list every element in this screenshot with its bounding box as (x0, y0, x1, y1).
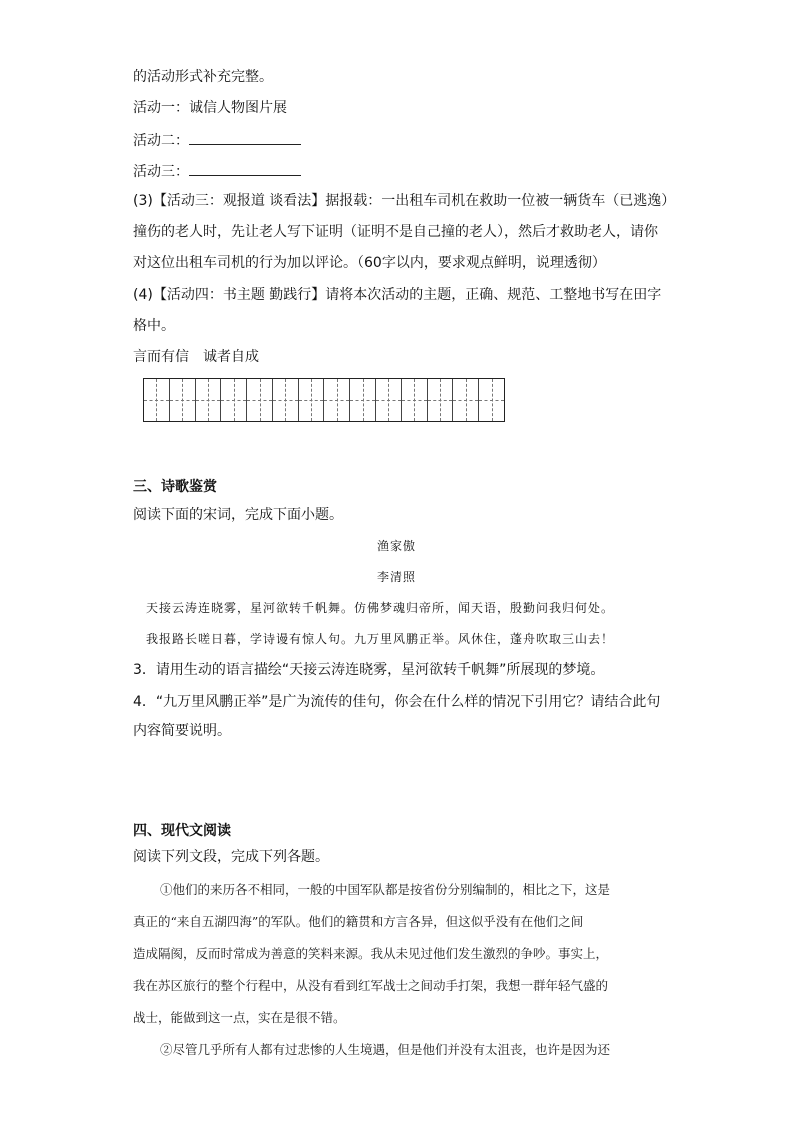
question-3-line: 对这位出租车司机的行为加以评论。（60字以内，要求观点鲜明，说理透彻） (133, 255, 606, 271)
grid-cell[interactable] (428, 379, 454, 421)
activity-two (133, 130, 301, 150)
activity-one: 活动一：诚信人物图片展 (133, 100, 287, 116)
tianzige-grid[interactable] (143, 378, 505, 422)
grid-cell[interactable] (273, 379, 299, 421)
activity-three (133, 161, 301, 181)
paragraph-line: 造成隔阂，反而时常成为善意的笑料来源。我从未见过他们发生激烈的争吵。事实上， (133, 946, 609, 961)
grid-cell[interactable] (402, 379, 428, 421)
question-3-line: 撞伤的老人时，先让老人写下证明（证明不是自己撞的老人），然后才救助老人，请你 (133, 224, 658, 240)
activity-two-blank[interactable] (189, 130, 301, 145)
paragraph-line: 我在苏区旅行的整个行程中，从没有看到红军战士之间动手打架，我想一群年轻气盛的 (133, 978, 609, 993)
grid-cell[interactable] (453, 379, 479, 421)
question-4-line: 内容简要说明。 (133, 723, 231, 739)
theme-text: 言而有信 诚者自成 (133, 349, 259, 365)
grid-cell[interactable] (376, 379, 402, 421)
grid-cell[interactable] (144, 379, 170, 421)
activity-three-blank[interactable] (189, 161, 301, 176)
poem-line: 我报路长嗟日暮，学诗谩有惊人句。九万里风鹏正举。风休住，蓬舟吹取三山去！ (146, 632, 615, 646)
grid-cell[interactable] (196, 379, 222, 421)
section-heading: 四、现代文阅读 (133, 823, 231, 839)
grid-cell[interactable] (247, 379, 273, 421)
grid-cell[interactable] (350, 379, 376, 421)
paragraph-line: 真正的“来自五湖四海”的军队。他们的籍贯和方言各异，但这似乎没有在他们之间 (133, 914, 584, 929)
grid-cell[interactable] (479, 379, 504, 421)
grid-cell[interactable] (170, 379, 196, 421)
question-3-line: (3)【活动三：观报道 谈看法】据报载：一出租车司机在救助一位被一辆货车（已逃逸） (133, 193, 676, 209)
section-intro: 阅读下面的宋词，完成下面小题。 (133, 507, 343, 523)
question-4-line: 4．“九万里风鹏正举”是广为流传的佳句，你会在什么样的情况下引用它？请结合此句 (133, 694, 661, 710)
section-heading: 三、诗歌鉴赏 (133, 479, 217, 495)
question-3: 3．请用生动的语言描绘“天接云涛连晓雾，星河欲转千帆舞”所展现的梦境。 (133, 662, 605, 678)
text-line: 的活动形式补充完整。 (133, 69, 273, 85)
activity-two-label: 活动二： (133, 133, 189, 149)
grid-cell[interactable] (324, 379, 350, 421)
paragraph-line: ②尽管几乎所有人都有过悲惨的人生境遇，但是他们并没有太沮丧，也许是因为还 (160, 1042, 611, 1057)
question-4-line: 格中。 (133, 318, 175, 334)
question-4-line: (4)【活动四：书主题 勤践行】请将本次活动的主题，正确、规范、工整地书写在田字 (133, 287, 662, 303)
paragraph-line: ①他们的来历各不相同，一般的中国军队都是按省份分别编制的，相比之下，这是 (160, 882, 611, 897)
poem-line: 天接云涛连晓雾，星河欲转千帆舞。仿佛梦魂归帝所，闻天语，殷勤问我归何处。 (146, 601, 615, 615)
section-intro: 阅读下列文段，完成下列各题。 (133, 849, 329, 865)
poem-author: 李清照 (377, 570, 417, 584)
grid-cell[interactable] (221, 379, 247, 421)
poem-title: 渔家傲 (377, 539, 417, 553)
grid-cell[interactable] (299, 379, 325, 421)
activity-three-label: 活动三： (133, 164, 189, 180)
paragraph-line: 战士，能做到这一点，实在是很不错。 (133, 1010, 346, 1025)
